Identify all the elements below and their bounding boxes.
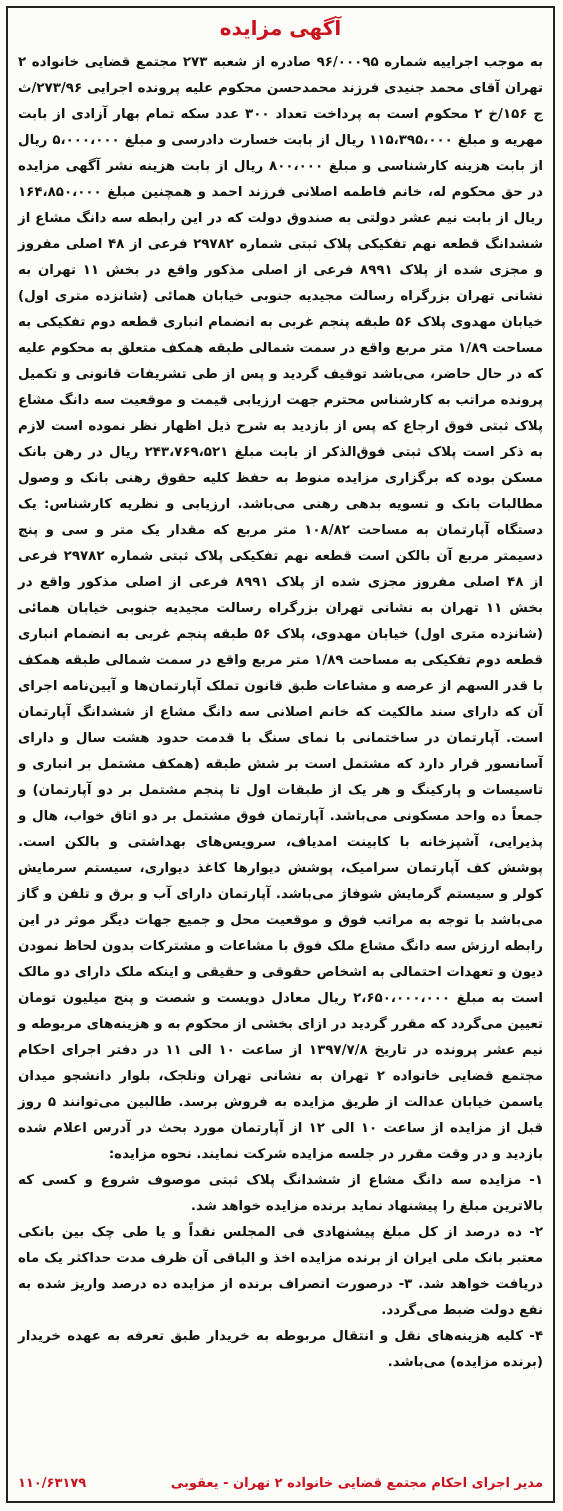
term-item: ۲- ده درصد از کل مبلغ پیشنهادی فی المجلس نقداً و یا طی چک بین بانکی معتبر بانک ملی ایران از برنده مزایده اخذ و الباقی آن ظرف مدت حداکثر یک ماه دریافت خواهد شد. ۳- درصورت انصراف برنده از مزایده ده درصد واریز شده به نفع دولت ضبط می‌گردد.	[18, 1225, 544, 1318]
notice-body: به موجب اجراییه شماره ۹۶/۰۰۰۹۵ صادره از شعبه ۲۷۳ مجتمع قضایی خانواده ۲ تهران آقای محمد جنیدی فرزند محمدحسن محکوم علیه پرونده اجرایی ۲۷۳/۹۶/ث ج ۱۵۶/خ ۲ محکوم است به پرداخت تعداد ۳۰۰ عدد سکه تمام بهار آزادی از بابت مهریه و مبلغ ۱۱۵،۳۹۵،۰۰۰ ریال از بابت خسارت دادرسی و مبلغ ۵،۰۰۰،۰۰۰ ریال از بابت هزینه کارشناسی و مبلغ ۸۰۰،۰۰۰ ریال از بابت هزینه نشر آگهی مزایده در حق محکوم له، خانم فاطمه اصلانی فرزند احمد و همچنین مبلغ ۱۶۴،۸۵۰،۰۰۰ ریال از بابت نیم عشر دولتی به صندوق دولت که در این رابطه سه دانگ مشاع از ششدانگ قطعه نهم تفکیکی پلاک ثبتی شماره ۲۹۷۸۲ فرعی از ۴۸ اصلی مفروز و مجزی شده از پلاک ۸۹۹۱ فرعی از اصلی مذکور واقع در بخش ۱۱ تهران به نشانی تهران بزرگراه رسالت مجیدیه جنوبی خیابان همائی (شانزده متری اول) خیابان مهدوی پلاک ۵۶ طبقه پنجم غربی به انضمام انباری قطعه دوم تفکیکی به مساحت ۱/۸۹ متر مربع واقع در سمت شمالی طبقه همکف متعلق به محکوم علیه که در حال حاضر، می‌باشد توقیف گردید و پس از طی تشریفات قانونی و تکمیل پرونده مراتب به کارشناس محترم جهت ارزیابی قیمت و موقعیت سه دانگ مشاع پلاک ثبتی فوق ارجاع که پس از بازدید به شرح ذیل اظهار نظر نموده است لازم به ذکر است پلاک ثبتی فوق‌الذکر از بابت مبلغ ۲۴۳،۷۶۹،۵۲۱ ریال در رهن بانک مسکن بوده که برگزاری مزایده منوط به حفظ کلیه حقوق رهنی بانک و وصول مطالبات بانک و تسویه بدهی رهنی می‌باشد. ارزیابی و نظریه کارشناس: یک دستگاه آپارتمان به مساحت ۱۰۸/۸۲ متر مربع که مقدار یک متر و سی و پنج دسیمتر مربع آن بالکن است قطعه نهم تفکیکی پلاک ثبتی شماره ۲۹۷۸۲ فرعی از ۴۸ اصلی مفروز مجزی شده از پلاک ۸۹۹۱ فرعی از اصلی مذکور واقع در بخش ۱۱ تهران به نشانی تهران بزرگراه رسالت مجیدیه جنوبی خیابان همائی (شانزده متری اول) خیابان مهدوی، پلاک ۵۶ طبقه پنجم غربی به انضمام انباری قطعه دوم تفکیکی به مساحت ۱/۸۹ متر مربع واقع در سمت شمالی طبقه همکف با قدر السهم از عرصه و مشاعات طبق قانون تملک آپارتمان‌ها و آیین‌نامه اجرای آن که دارای سند مالکیت که خانم اصلانی سه دانگ مشاع از ششدانگ آپارتمان است. آپارتمان در ساختمانی با نمای سنگ با قدمت حدود هشت سال و دارای آسانسور قرار دارد که مشتمل است بر شش طبقه (همکف مشتمل بر انباری و تاسیسات و پارکینگ و هر یک از طبقات اول تا پنجم مشتمل بر دو آپارتمان) و جمعاً ده واحد مسکونی می‌باشد. آپارتمان فوق مشتمل بر دو اتاق خواب، هال و پذیرایی، آشپزخانه با کابینت امدیاف، سرویس‌های بهداشتی و بالکن است. پوشش کف آپارتمان سرامیک، پوشش دیوارها کاغذ دیواری، سیستم سرمایش کولر و سیستم گرمایش شوفاژ می‌باشد. آپارتمان دارای آب و برق و تلفن و گاز می‌باشد با توجه به مراتب فوق و موقعیت محل و جمیع جهات دیگر موثر در این رابطه ارزش سه دانگ مشاع ملک فوق با مشاعات و مشترکات بدون لحاظ نمودن دیون و تعهدات احتمالی به اشخاص حقوقی و حقیقی و اینکه ملک دارای دو مالک است به مبلغ ۲،۶۵۰،۰۰۰،۰۰۰ ریال معادل دویست و شصت و پنج میلیون تومان تعیین می‌گردد که مقرر گردید در ازای بخشی از محکوم به و هزینه‌های مربوطه و نیم عشر پرونده در تاریخ ۱۳۹۷/۷/۸ از ساعت ۱۰ الی ۱۱ در دفتر اجرای احکام مجتمع قضایی خانواده ۲ تهران به نشانی تهران ونلجک، بلوار دانشجو میدان یاسمن خیابان عدالت از طریق مزایده به فروش برسد. طالبین می‌توانند ۵ روز قبل از مزایده از ساعت ۱۰ الی ۱۲ از آپارتمان مورد بحث در آدرس اعلام شده بازدید و در وقت مقرر در جلسه مزایده شرکت نمایند. نحوه مزایده:	[18, 55, 544, 1162]
term-item: ۴- کلیه هزینه‌های نقل و انتقال مربوطه به خریدار طبق تعرفه به عهده خریدار (برنده مزایده) می‌باشد.	[18, 1329, 543, 1370]
auction-terms	[18, 1168, 543, 1376]
notice-title: آگهی مزایده	[219, 16, 342, 40]
notice-frame	[6, 6, 555, 1503]
term-item: ۱- مزایده سه دانگ مشاع از ششدانگ پلاک ثبتی موصوف شروع و کسی که بالاترین مبلغ را پیشنهاد نماید برنده مزایده خواهد شد.	[18, 1173, 543, 1214]
notice-content	[18, 12, 543, 1497]
signature: مدیر اجرای احکام مجتمع قضایی خانواده ۲ تهران - یعقوبی	[170, 1475, 543, 1491]
notice-code: ۱۱۰/۶۳۱۷۹	[18, 1475, 87, 1491]
notice-footer	[18, 1471, 543, 1495]
